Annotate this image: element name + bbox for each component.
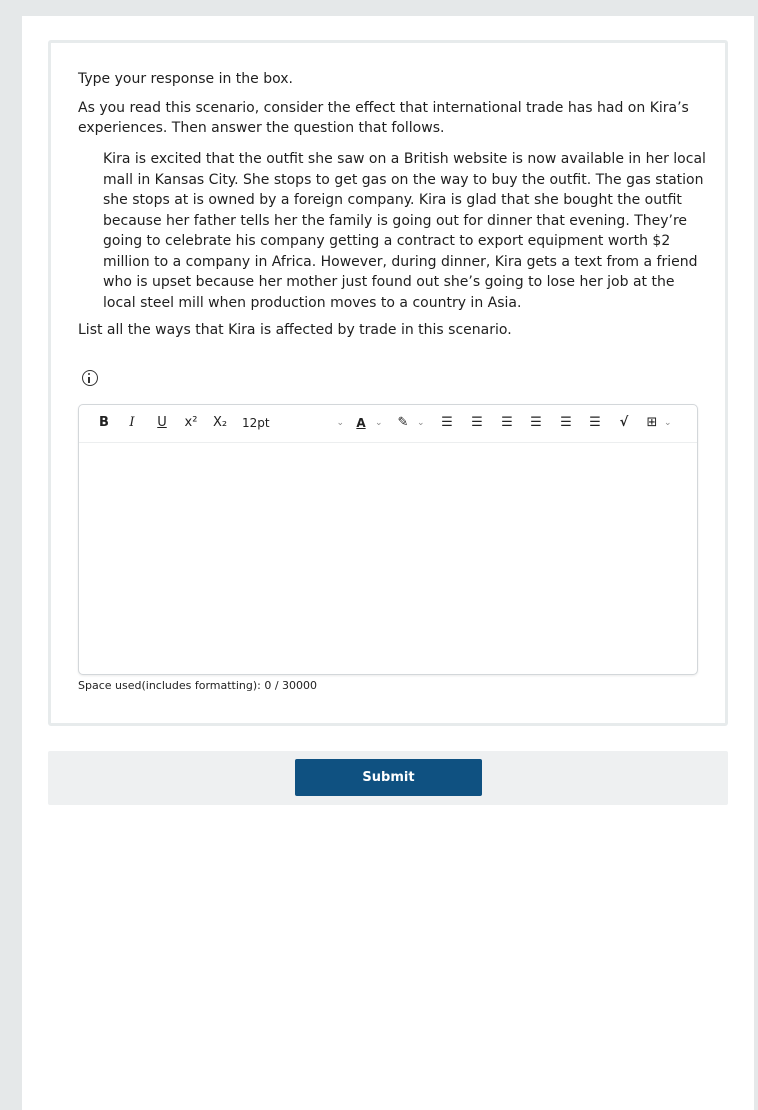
table-icon[interactable]: ⊞ xyxy=(646,415,658,430)
editor-toolbar xyxy=(79,405,697,443)
chevron-down-icon[interactable]: ⌄ xyxy=(375,418,383,428)
superscript-button[interactable]: x² xyxy=(184,415,198,430)
intro-text: As you read this scenario, consider the effect that international trade has had on Kira’s experiences. Then answer the question that follows. xyxy=(78,100,689,136)
space-used-counter: Space used(includes formatting): 0 / 30000 xyxy=(78,679,318,692)
font-size-select[interactable] xyxy=(242,413,352,433)
info-icon[interactable] xyxy=(82,370,98,386)
submit-bar xyxy=(48,751,728,805)
equation-icon[interactable]: √ xyxy=(619,415,629,430)
response-text-area[interactable] xyxy=(79,443,697,674)
numbered-list-icon[interactable]: ☰ xyxy=(471,415,483,430)
chevron-down-icon[interactable]: ⌄ xyxy=(664,418,672,428)
scenario-text: Kira is excited that the outfit she saw on a British website is now available in her local mall in Kansas City. She stops to get gas on the way to buy the outfit. The gas station she stops at is owned by a foreign company. Kira is glad that she bought the outfit because her father tells her the family is going out for dinner that evening. They’re going to celebrate his company getting a contract to export equipment worth $2 million to a company in Africa. However, during dinner, Kira gets a text from a friend who is upset because her mother just found out she’s going to lose her job at the local steel mill when production moves to a country in Asia. xyxy=(103,151,706,311)
text-color-button[interactable]: A xyxy=(356,416,366,430)
submit-button[interactable]: Submit xyxy=(295,759,482,796)
italic-button[interactable]: I xyxy=(129,415,135,430)
align-right-icon[interactable]: ☰ xyxy=(589,415,601,430)
rich-text-editor xyxy=(78,404,698,675)
highlight-color-button[interactable]: ✎ xyxy=(397,415,409,430)
page xyxy=(22,16,754,1110)
chevron-down-icon: ⌄ xyxy=(336,418,344,428)
align-left-icon[interactable]: ☰ xyxy=(530,415,542,430)
question-content xyxy=(78,69,708,340)
chevron-down-icon[interactable]: ⌄ xyxy=(417,418,425,428)
instruction-text: Type your response in the box. xyxy=(78,71,293,87)
question-prompt: List all the ways that Kira is affected by trade in this scenario. xyxy=(78,322,512,338)
bullet-list-icon[interactable]: ☰ xyxy=(441,415,453,430)
font-size-value: 12pt xyxy=(242,416,270,430)
subscript-button[interactable]: X₂ xyxy=(212,415,228,430)
bold-button[interactable]: B xyxy=(99,415,109,430)
underline-button[interactable]: U xyxy=(157,415,167,430)
indent-icon[interactable]: ☰ xyxy=(501,415,513,430)
align-center-icon[interactable]: ☰ xyxy=(560,415,572,430)
